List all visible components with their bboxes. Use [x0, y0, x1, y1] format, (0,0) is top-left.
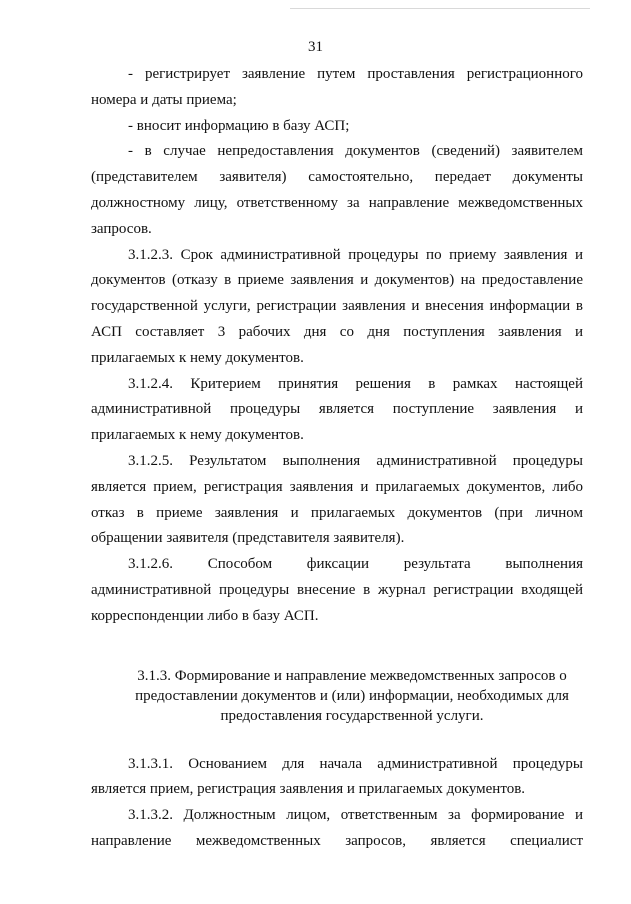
heading-line-2: предоставлении документов и (или) информации, необходимых для [135, 687, 569, 704]
page-number: 31 [308, 39, 323, 55]
spacer [91, 630, 583, 666]
paragraph-3: - в случае непредоставления документов (сведений) заявителем (представителем заявителя) самостоятельно, передает документы должностному лицу, ответственному за направление межведомственных запросов. [91, 143, 583, 237]
paragraph-3-1-2-3: 3.1.2.3. Срок административной процедуры по приему заявления и документов (отказу в приеме заявления и документов) на предоставление государственной услуги, регистрации заявления и внесения информации в АСП составляет 3 рабочих дня со дня поступления заявления и прилагаемых к нему документов. [91, 246, 583, 366]
paragraph-3-1-2-4: 3.1.2.4. Критерием принятия решения в рамках настоящей административной процедуры является поступление заявления и прилагаемых к нему документов. [91, 375, 583, 444]
paragraph-3-1-3-1: 3.1.3.1. Основанием для начала административной процедуры является прием, регистрация заявления и прилагаемых документов. [91, 755, 583, 798]
paragraph-3-1-2-5: 3.1.2.5. Результатом выполнения административной процедуры является прием, регистрация заявления и прилагаемых документов, либо отказ в приеме заявления и прилагаемых документов (при личном обращении заявителя (представителя заявителя). [91, 452, 583, 547]
scan-artifact [290, 8, 590, 9]
heading-line-1: 3.1.3. Формирование и направление межведомственных запросов о [137, 667, 567, 684]
section-heading [91, 666, 583, 726]
paragraph-2: - вносит информацию в базу АСП; [128, 117, 350, 134]
paragraph-3-1-3-2: 3.1.3.2. Должностным лицом, ответственным за формирование и направление межведомственных запросов, является специалист [91, 807, 583, 849]
paragraph-1: - регистрирует заявление путем проставления регистрационного номера и даты приема; [91, 66, 583, 108]
document-body [91, 62, 583, 855]
heading-line-3: предоставления государственной услуги. [220, 707, 484, 724]
spacer [91, 726, 583, 752]
paragraph-3-1-2-6: 3.1.2.6. Способом фиксации результата выполнения административной процедуры внесение в журнал регистрации входящей корреспонденции либо в базу АСП. [91, 556, 583, 624]
